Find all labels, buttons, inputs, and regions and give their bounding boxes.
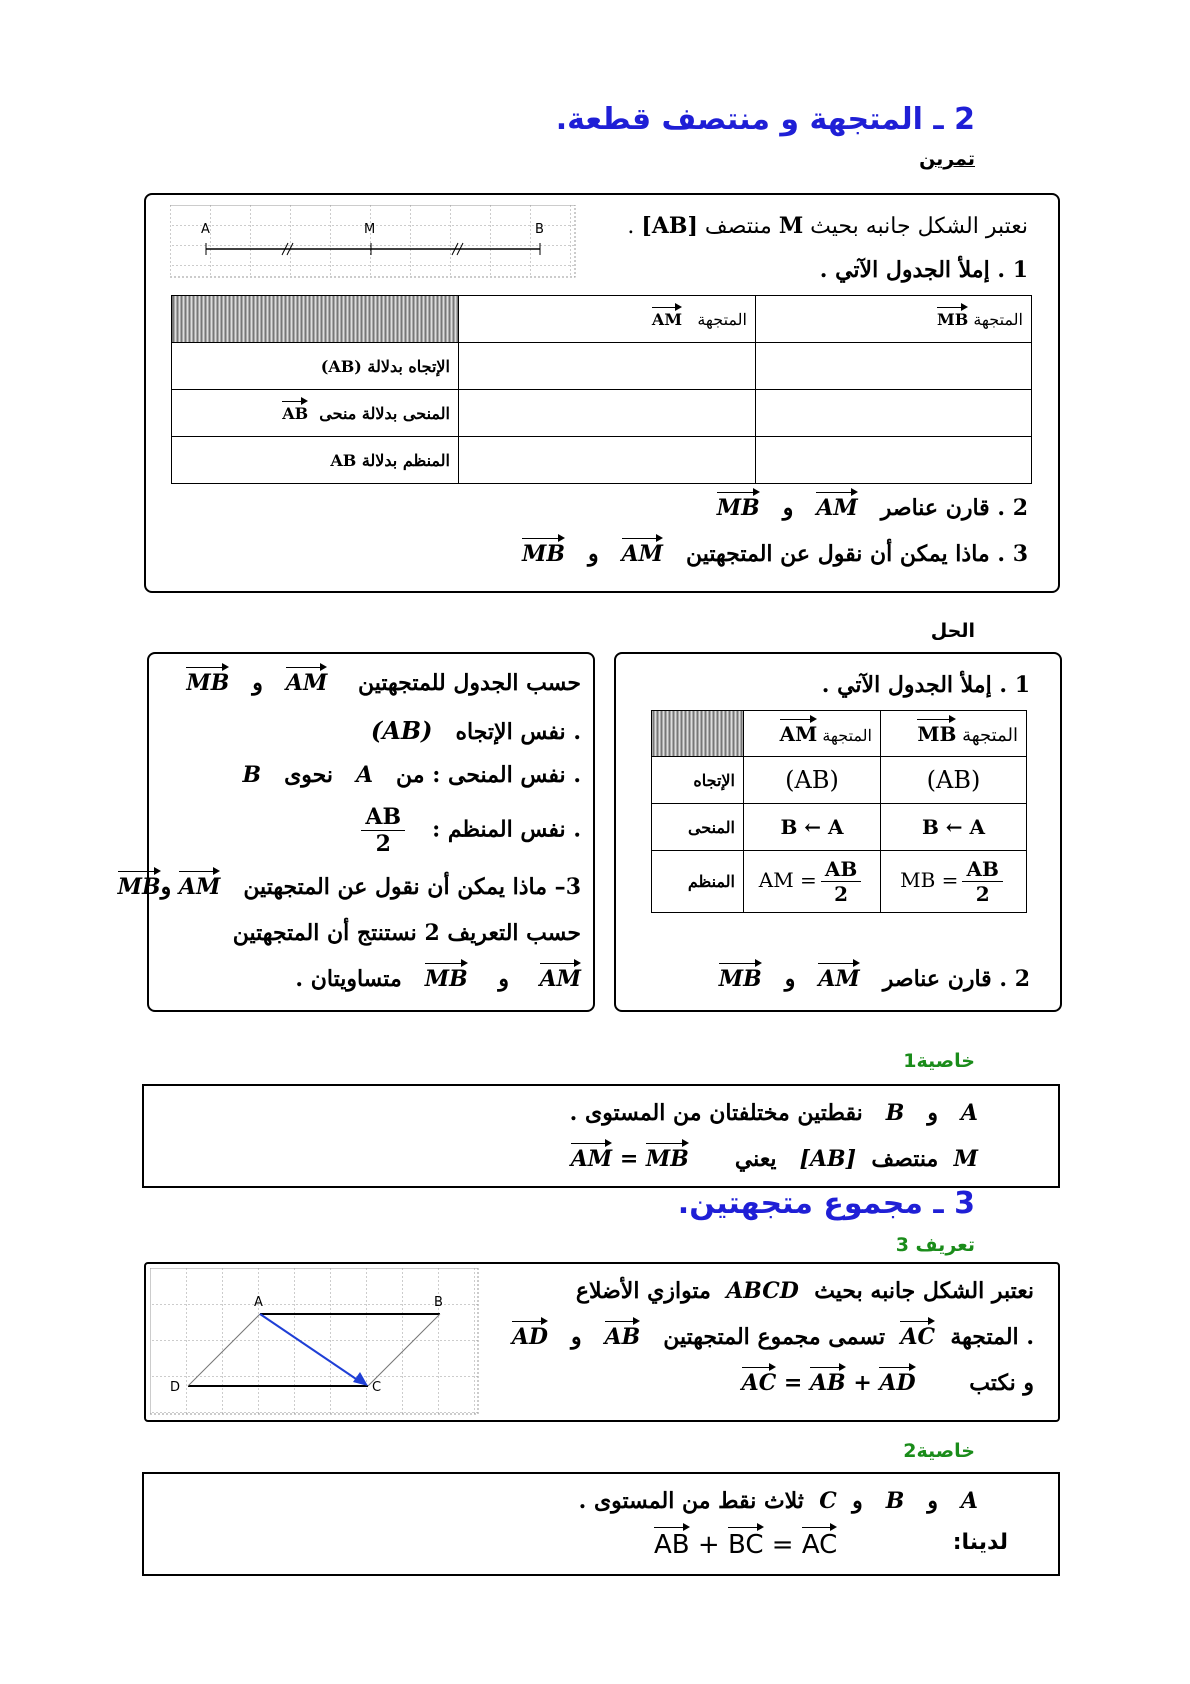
solution-line-6: حسب التعريف 2 نستنتج أن المتجهتين	[232, 920, 581, 946]
solution-table	[651, 710, 1027, 913]
parallelogram-figure	[150, 1268, 480, 1416]
property-1-line-1: A و B نقطتين مختلفتان من المستوى .	[569, 1100, 978, 1126]
solution-norm-am: AM = $\frac{AB}{2}$	[744, 851, 881, 913]
solution-question-2: 2 . قارن عناصر AM و MB	[718, 966, 1030, 992]
solution-question-1: 1 . إملأ الجدول الآتي .	[821, 672, 1030, 698]
solution-norm-mb: MB = $\frac{AB}{2}$	[881, 851, 1027, 913]
segment-figure	[170, 205, 580, 281]
solution-line-5: 3– ماذا يمكن أن نقول عن المتجهتين AM وMB	[117, 874, 581, 900]
property-2-line-1: A و B و C ثلاث نقط من المستوى .	[578, 1488, 978, 1514]
property-2-box	[142, 1472, 1060, 1576]
cell-norm-am	[459, 437, 756, 484]
header-mb: المتجهة MB	[756, 296, 1032, 343]
point-a-label: A	[254, 1295, 263, 1310]
solution-line-4: . نفس المنظم : $\frac{AB}{2}$	[357, 804, 581, 857]
definition-3-label: تعريف 3	[895, 1234, 975, 1256]
definition-3-box	[144, 1262, 1060, 1422]
exercise-table	[171, 295, 1032, 484]
solution-line-7: AM و MB متساويتان .	[295, 966, 581, 992]
cell-norm-mb	[756, 437, 1032, 484]
solution-line-1: حسب الجدول للمتجهتين AM و MB	[186, 670, 581, 696]
header-am: المتجهة AM	[459, 296, 756, 343]
solution-sense-am: B ← A	[744, 804, 881, 851]
property-1-label: خاصية1	[903, 1050, 975, 1072]
table-corner-cell	[172, 296, 459, 343]
property-1-box	[142, 1084, 1060, 1188]
exercise-label: تمرين	[919, 148, 975, 170]
section-3-heading: 3 ـ مجموع متجهتين.	[677, 1186, 975, 1221]
solution-corner-cell	[652, 711, 744, 757]
row-sense-label: المنحى بدلالة منحى AB	[172, 390, 459, 437]
property-2-label: خاصية2	[903, 1440, 975, 1462]
solution-line-3: . نفس المنحى : من A نحوى B	[242, 762, 581, 788]
solution-direction-mb: (AB)	[881, 757, 1027, 804]
exercise-question-3: 3 . ماذا يمكن أن نقول عن المتجهتين AM و MB	[522, 541, 1028, 567]
solution-label: الحل	[930, 620, 975, 642]
point-a-label: A	[201, 222, 210, 237]
solution-row-direction: الإتجاه	[652, 757, 744, 804]
point-b-label: B	[535, 222, 544, 237]
definition-3-line-3: و نكتب AC = AB + AD	[741, 1370, 1034, 1396]
row-direction-label: الإتجاه بدلالة (AB)	[172, 343, 459, 390]
solution-row-norm: المنظم	[652, 851, 744, 913]
solution-line-2: . نفس الإتجاه (AB)	[370, 716, 581, 745]
exercise-question-2: 2 . قارن عناصر AM و MB	[716, 495, 1028, 521]
section-2-heading: 2 ـ المتجهة و منتصف قطعة.	[555, 102, 975, 137]
solution-table-box	[614, 652, 1062, 1012]
cell-direction-mb	[756, 343, 1032, 390]
property-2-formula: AB + BC = AC	[654, 1530, 838, 1560]
cell-direction-am	[459, 343, 756, 390]
fraction-ab-over-2: $\frac{AB}{2}$	[821, 857, 861, 906]
fraction-ab-over-2: $\frac{AB}{2}$	[962, 857, 1002, 906]
solution-text-box	[117, 652, 595, 1012]
point-m-label: M	[364, 222, 376, 237]
exercise-question-1: 1 . إملأ الجدول الآتي .	[819, 257, 1028, 283]
solution-sense-mb: B ← A	[881, 804, 1027, 851]
exercise-intro: نعتبر الشكل جانبه بحيث M منتصف [AB] .	[627, 213, 1028, 239]
definition-3-line-2: . المتجهة AC تسمى مجموع المتجهتين AB و AD	[511, 1324, 1034, 1350]
exercise-box	[144, 193, 1060, 593]
point-c-label: C	[372, 1380, 382, 1395]
solution-row-sense: المنحى	[652, 804, 744, 851]
cell-sense-mb	[756, 390, 1032, 437]
solution-direction-am: (AB)	[744, 757, 881, 804]
solution-header-am: المتجهة AM	[744, 711, 881, 757]
solution-header-mb: المتجهة MB	[881, 711, 1027, 757]
fraction-ab-over-2: $\frac{AB}{2}$	[361, 804, 405, 857]
point-d-label: D	[170, 1380, 181, 1395]
cell-sense-am	[459, 390, 756, 437]
definition-3-line-1: نعتبر الشكل جانبه بحيث ABCD متوازي الأضلاع	[575, 1278, 1034, 1304]
property-2-have: لدينا:	[952, 1530, 1008, 1555]
property-1-line-2: M منتصف [AB] يعني AM = MB	[570, 1146, 978, 1172]
point-b-label: B	[434, 1295, 443, 1310]
row-norm-label: المنظم بدلالة AB	[172, 437, 459, 484]
